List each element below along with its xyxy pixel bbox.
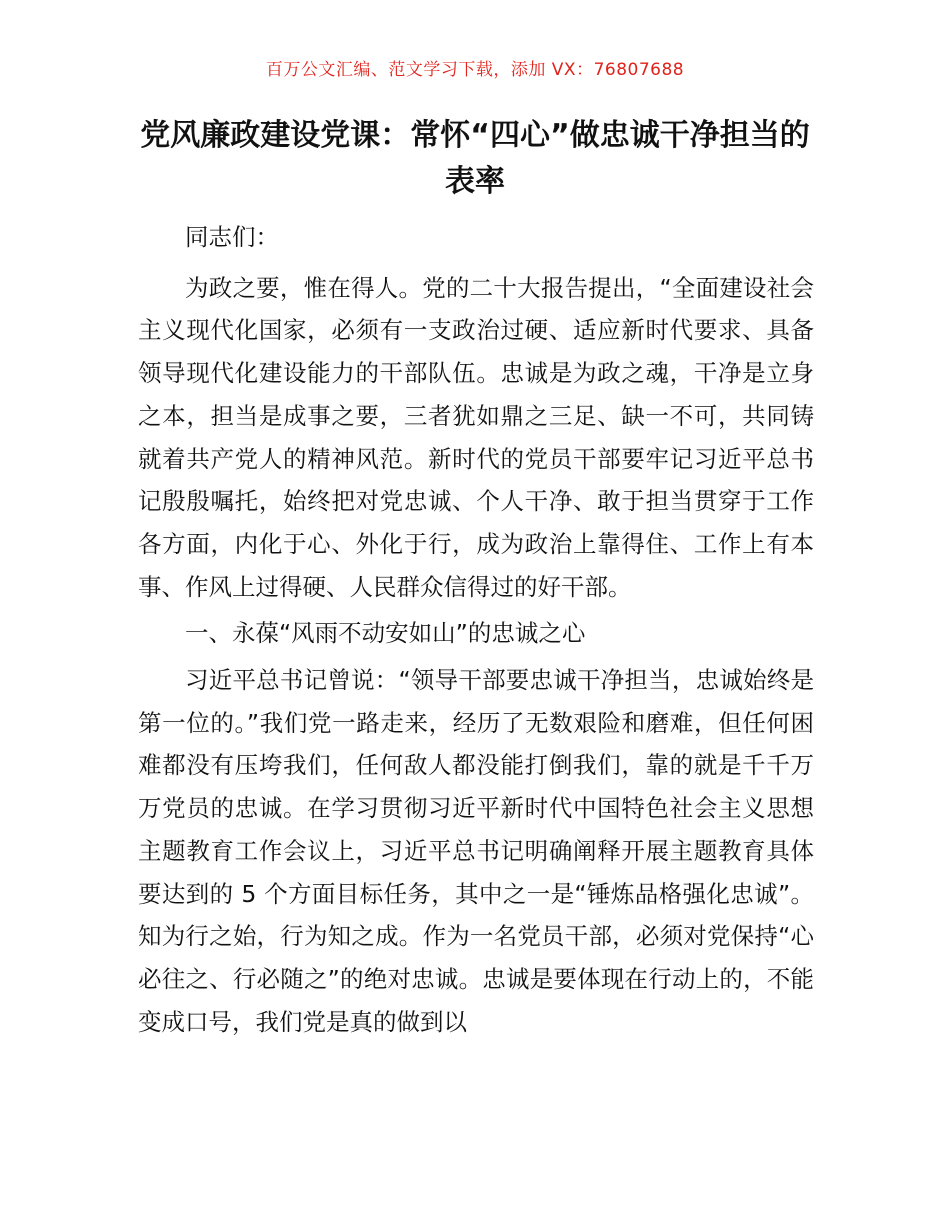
section-heading-1: 一、永葆“风雨不动安如山”的忠诚之心 xyxy=(185,619,586,648)
promo-header: 百万公文汇编、范文学习下载，添加 VX：76807688 xyxy=(265,60,685,80)
document-title: 党风廉政建设党课：常怀“四心”做忠诚干净担当的表率 xyxy=(140,118,810,199)
paragraph-loyalty: 习近平总书记曾说：“领导干部要忠诚干净担当，忠诚始终是第一位的。”我们党一路走来，经历了无数艰险和磨难，但任何困难都没有压垮我们，任何敌人都没能打倒我们，靠的就是千千万万党员的忠诚。在学习贯彻习近平新时代中国特色社会主义思想主题教育工作会议上，习近平总书记明确阐释开展主题教育具体要达到的 5 个方面目标任务，其中之一是“锤炼品格强化忠诚”。知为行之始，行为知之成。作为一名党员干部，必须对党保持“心必往之、行必随之”的绝对忠诚。忠诚是要体现在行动上的，不能变成口号，我们党是真的做到以 xyxy=(138,666,814,1036)
greeting: 同志们： xyxy=(185,223,279,251)
document-body xyxy=(138,216,814,1047)
paragraph-intro: 为政之要，惟在得人。党的二十大报告提出，“全面建设社会主义现代化国家，必须有一支政治过硬、适应新时代要求、具备领导现代化建设能力的干部队伍。忠诚是为政之魂，干净是立身之本，担当是成事之要，三者犹如鼎之三足、缺一不可，共同铸就着共产党人的精神风范。新时代的党员干部要牢记习近平总书记殷殷嘱托，始终把对党忠诚、个人干净、敢于担当贯穿于工作各方面，内化于心、外化于行，成为政治上靠得住、工作上有本事、作风上过得硬、人民群众信得过的好干部。 xyxy=(138,273,814,601)
